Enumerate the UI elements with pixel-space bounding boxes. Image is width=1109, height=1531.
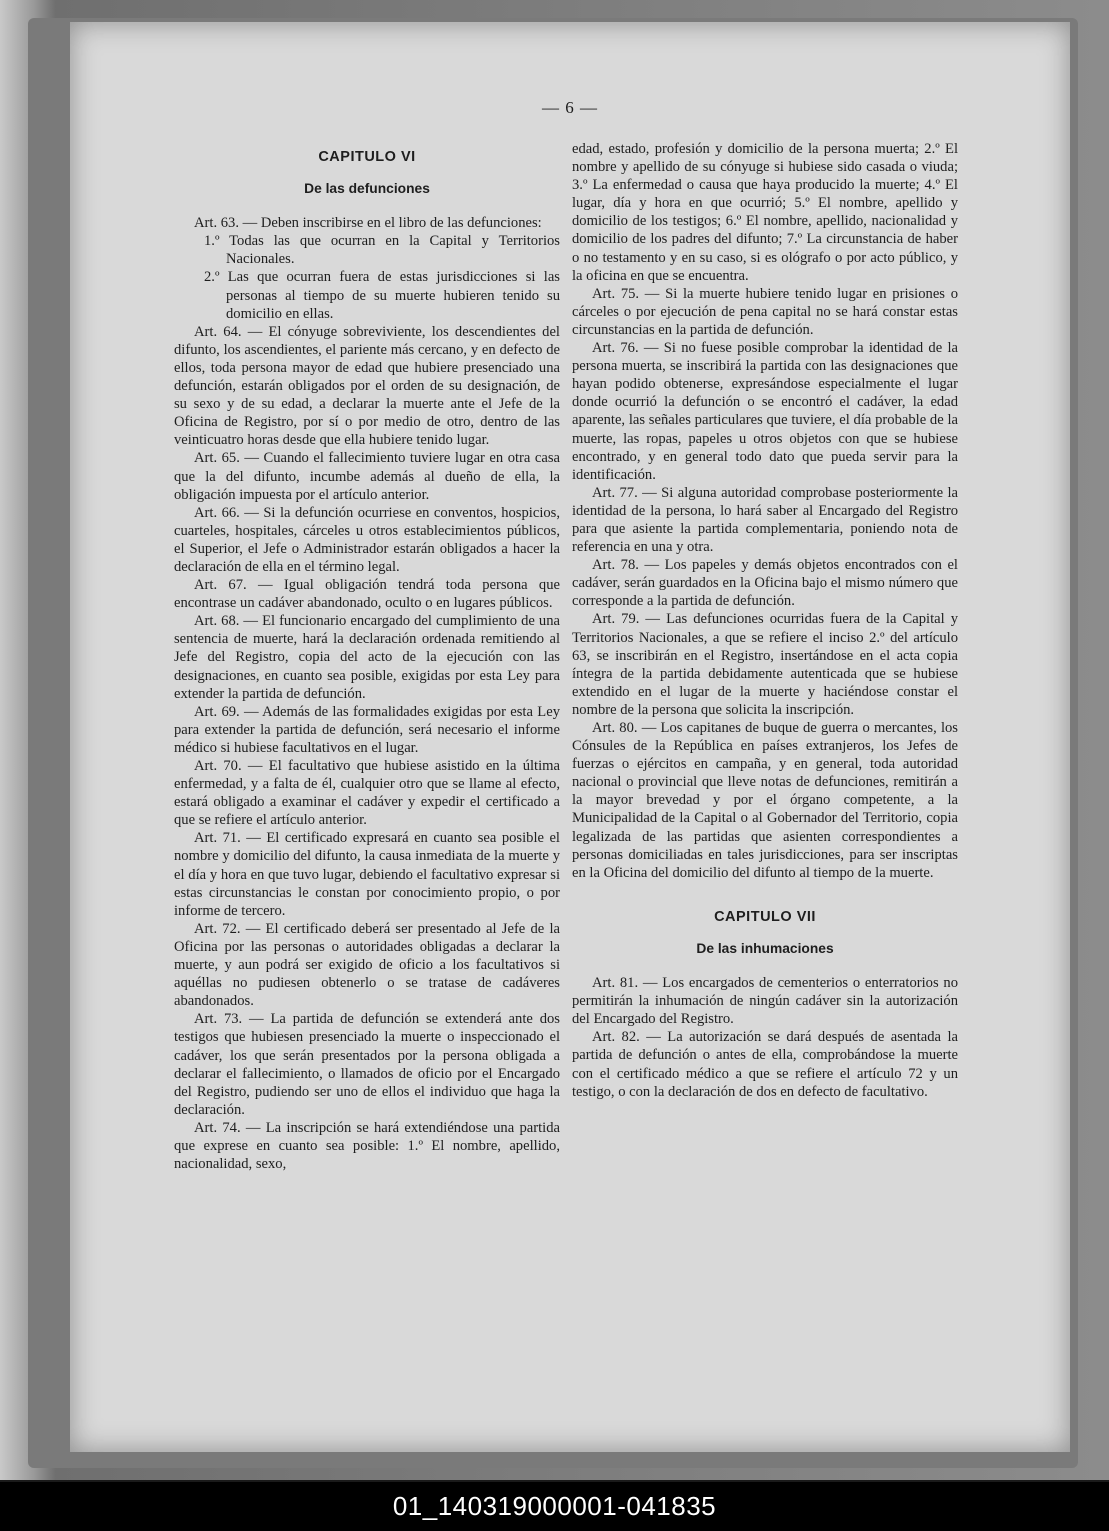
chapter-subtitle: De las defunciones (304, 181, 430, 197)
article-68: Art. 68. — El funcionario encargado del cumplimiento de una sentencia de muerte, hará la declaración ordenada remitiendo al Jefe del Registro, copia del acto de la ejecución con las designaciones, en cuanto sea posible, exigidas por esta Ley para extender la partida de defunción. (174, 613, 560, 702)
chapter-title-7: CAPITULO VII (714, 908, 816, 925)
article-81: Art. 81. — Los encargados de cementerios o enterratorios no permitirán la inhumación de ningún cadáver sin la autorización del Encargado del Registro. (572, 975, 958, 1028)
article-63-item-2: 2.º Las que ocurran fuera de estas jurisdicciones si las personas al tiempo de su muerte hubieren tenido su domicilio en ellas. (204, 269, 560, 322)
chapter-subtitle-7: De las inhumaciones (696, 940, 834, 956)
article-80: Art. 80. — Los capitanes de buque de guerra o mercantes, los Cónsules de la República en países extranjeros, los Jefes de fuerzas o ejércitos en campaña, y en general, toda autoridad nacional o provincial que lleve notas de defunciones, remitirán a la mayor brevedad y por el órgano competente, a la Municipalidad de la Capital o al Gobernador del Territorio, copia legalizada de las partidas que asienten correspondientes a personas domiciliadas en tales jurisdicciones, para ser inscriptas en la Oficina del domicilio del difunto al tiempo de la muerte. (572, 720, 958, 881)
article-82: Art. 82. — La autorización se dará después de asentada la partida de defunción o antes de ella, comprobándose la muerte con el certificado médico a que se refiere el artículo 72 y un testigo, o con la declaración de dos en defecto de facultativo. (572, 1029, 958, 1100)
article-74: Art. 74. — La inscripción se hará extendiéndose una partida que exprese en cuanto sea posible: 1.º El nombre, apellido, nacionalidad, sexo, (174, 1119, 560, 1173)
article-70: Art. 70. — El facultativo que hubiese asistido en la última enfermedad, y a falta de él, cualquier otro que se llame al efecto, estará obligado a examinar el cadáver y expedir el certificado a que se refiere el artículo anterior. (174, 758, 560, 829)
article-74-continued: edad, estado, profesión y domicilio de la persona muerta; 2.º El nombre y apellido de su cónyuge si hubiese sido casada o viuda; 3.º La enfermedad o causa que haya producido la muerte; 4.º El lugar, día y hora en que ocurrió; 5.º El nombre, apellido y domicilio de los testigos; 6.º El nombre, apellido, nacionalidad y domicilio de los padres del difunto; 7.º La circunstancia de haber o no testamento y en su caso, si es ológrafo o por acto público, y la oficina en que se encuentra. (572, 141, 958, 284)
left-column (174, 140, 560, 1173)
article-64: Art. 64. — El cónyuge sobreviviente, los descendientes del difunto, los ascendientes, el pariente más cercano, y en defecto de ellos, toda persona mayor de edad que hubiere presenciado una defunción, estarán obligados por el orden de su designación, de su sexo y de su edad, a declarar la muerte ante el Jefe de la Oficina de Registro, por sí o por medio de otro, dentro de las veinticuatro horas desde que ella hubiere tenido lugar. (174, 323, 560, 449)
article-69: Art. 69. — Además de las formalidades exigidas por esta Ley para extender la partida de defunción, será necesario el informe médico si hubiese facultativos en el lugar. (174, 703, 560, 756)
article-63-item-1: 1.º Todas las que ocurran en la Capital y Territorios Nacionales. (204, 233, 560, 268)
article-76: Art. 76. — Si no fuese posible comprobar la identidad de la persona muerta, se inscribirá la partida con las designaciones que hayan podido obtenerse, expresándose especialmente el lugar donde ocurrió la defunción o se encontró el cadáver, la edad aparente, las señales particulares que tuviere, el día probable de la muerte, las ropas, papeles u otros objetos con que se hubiese encontrado, y en general todo dato que pueda servir para la identificación. (572, 340, 958, 483)
chapter-title: CAPITULO VI (318, 149, 416, 165)
article-79: Art. 79. — Las defunciones ocurridas fuera de la Capital y Territorios Nacionales, a que se refiere el inciso 2.º del artículo 63, se inscribirán en el Registro, insertándose en el acta copia íntegra de la partida debidamente autenticada que se hubiese extendido en el lugar de la muerte y haciéndose constar el nombre de la persona que solicita la inscripción. (572, 611, 958, 718)
article-72: Art. 72. — El certificado deberá ser presentado al Jefe de la Oficina por las personas o autoridades obligadas a declarar la muerte, y aun podrá ser exigido de oficio a los facultativos si aquéllas no pudiesen obtenerlo o se tratase de cadáveres abandonados. (174, 920, 560, 1010)
article-66: Art. 66. — Si la defunción ocurriese en conventos, hospicios, cuarteles, hospitales, cárceles u otros establecimientos públicos, el Superior, el Jefe o Administrador estarán obligados a hacer la declaración de ella en el término legal. (174, 504, 560, 575)
article-63: Art. 63. — Deben inscribirse en el libro de las defunciones: (194, 215, 542, 232)
document-page (70, 22, 1070, 1452)
page-number: — 6 — (542, 98, 598, 117)
article-65: Art. 65. — Cuando el fallecimiento tuviere lugar en otra casa que la del difunto, incumbe además al dueño de ella, la obligación impuesta por el artículo anterior. (174, 450, 560, 503)
article-67: Art. 67. — Igual obligación tendrá toda persona que encontrase un cadáver abandonado, oculto o en lugares públicos. (174, 577, 560, 612)
scan-id-label: 01_140319000001-041835 (0, 1482, 1109, 1531)
article-78: Art. 78. — Los papeles y demás objetos encontrados con el cadáver, serán guardados en la Oficina bajo el mismo número que corresponde a la partida de defunción. (572, 557, 958, 610)
article-73: Art. 73. — La partida de defunción se extenderá ante dos testigos que hubiesen presenciado la muerte o inspeccionado el cadáver, los que serán presentados por la persona obligada a declarar el fallecimiento, o llamados de oficio por el Encargado del Registro, pudiendo ser uno de ellos el individuo que haga la declaración. (174, 1011, 560, 1118)
article-75: Art. 75. — Si la muerte hubiere tenido lugar en prisiones o cárceles o por ejecución de pena capital no se hará constar estas circunstancias en la partida de defunción. (572, 285, 958, 338)
article-77: Art. 77. — Si alguna autoridad comprobase posteriormente la identidad de la persona, lo hará saber al Encargado del Registro para que asiente la partida complementaria, poniendo nota de referencia en una y otra. (572, 484, 958, 556)
right-column (572, 140, 958, 1101)
article-71: Art. 71. — El certificado expresará en cuanto sea posible el nombre y domicilio del difunto, la causa inmediata de la muerte y el día y hora en que tuvo lugar, debiendo el facultativo expresar si estas circunstancias le constan por conocimiento propio, o por informe de tercero. (174, 830, 560, 919)
